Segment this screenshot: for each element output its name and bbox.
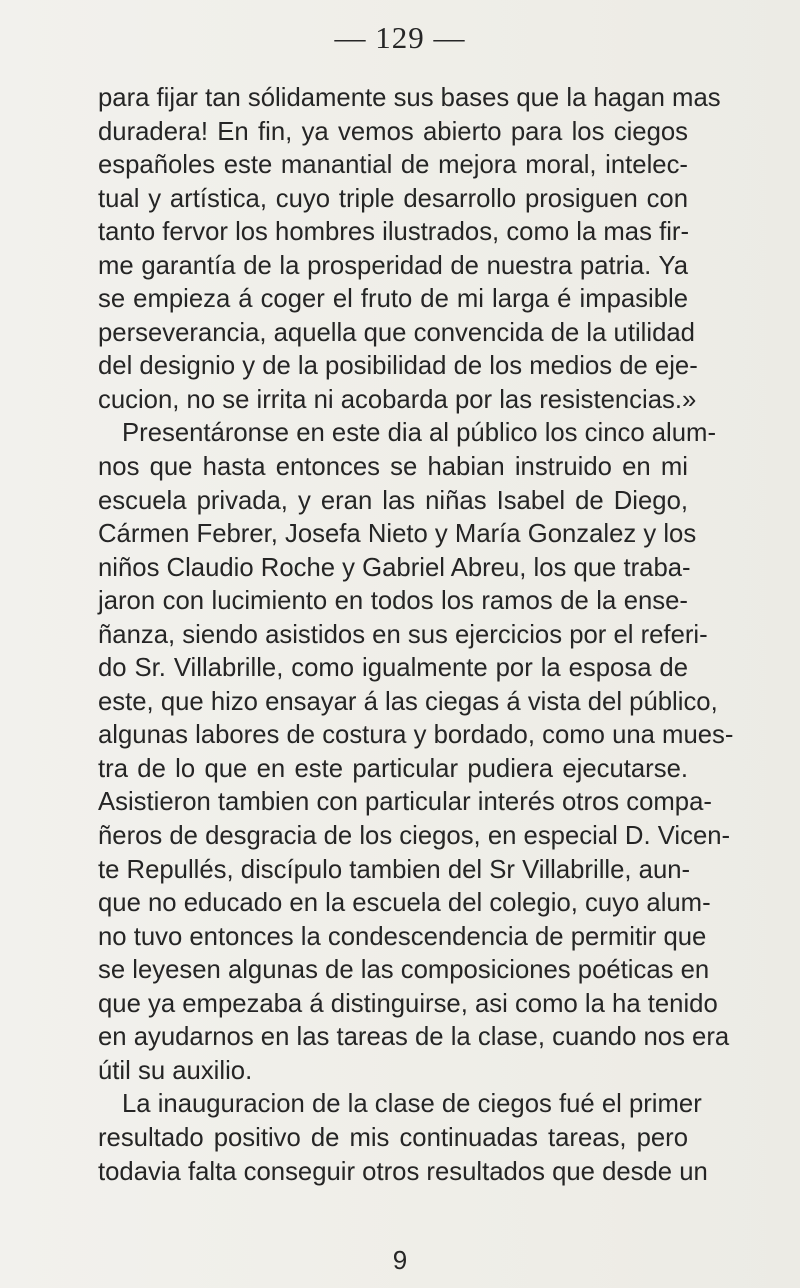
- text-line: en ayudarnos en las tareas de la clase, cuando nos era: [98, 1023, 730, 1052]
- text-line: que ya empezaba á distinguirse, asi como la ha tenido: [98, 989, 718, 1018]
- body-text: [98, 82, 734, 1189]
- text-line: del designio y de la posibilidad de los medios de eje-: [98, 352, 698, 381]
- text-line: do Sr. Villabrille, como igualmente por la esposa de: [98, 654, 688, 683]
- text-line: se empieza á coger el fruto de mi larga é impasible: [98, 285, 688, 314]
- text-line: algunas labores de costura y bordado, como una mues-: [98, 721, 734, 750]
- text-line: me garantía de la prosperidad de nuestra patria. Ya: [98, 251, 688, 280]
- text-line: para fijar tan sólidamente sus bases que la hagan mas: [98, 84, 721, 112]
- text-line: escuela privada, y eran las niñas Isabel de Diego,: [98, 486, 688, 515]
- text-line: jaron con lucimiento en todos los ramos de la ense-: [98, 587, 688, 616]
- text-line: tual y artística, cuyo triple desarrollo prosiguen con: [98, 184, 688, 213]
- text-line: españoles este manantial de mejora moral, intelec-: [98, 151, 688, 180]
- paragraph-start-line: La inauguracion de la clase de ciegos fué el primer: [122, 1090, 702, 1119]
- text-line: cucion, no se irrita ni acobarda por las resistencias.»: [98, 385, 697, 414]
- text-line: duradera! En fin, ya vemos abierto para los ciegos: [98, 117, 688, 146]
- text-line: perseverancia, aquella que convencida de la utilidad: [98, 318, 695, 347]
- text-line: Asistieron tambien con particular interés otros compa-: [98, 788, 712, 817]
- text-line: se leyesen algunas de las composiciones poéticas en: [98, 956, 710, 985]
- text-line: nos que hasta entonces se habian instruido en mi: [98, 453, 688, 482]
- text-line: que no educado en la escuela del colegio, cuyo alum-: [98, 889, 711, 918]
- text-line: ñanza, siendo asistidos en sus ejercicios por el referi-: [98, 620, 708, 649]
- text-line: Cármen Febrer, Josefa Nieto y María Gonzalez y los: [98, 520, 697, 549]
- page-number-header: — 129 —: [334, 20, 466, 55]
- text-line: te Repullés, discípulo tambien del Sr Villabrille, aun-: [98, 855, 691, 884]
- text-line: tra de lo que en este particular pudiera ejecutarse.: [98, 754, 688, 783]
- text-line: todavia falta conseguir otros resultados que desde un: [98, 1157, 708, 1186]
- text-line: no tuvo entonces la condescendencia de permitir que: [98, 922, 707, 951]
- text-line: este, que hizo ensayar á las ciegas á vista del público,: [98, 687, 718, 716]
- text-line: niños Claudio Roche y Gabriel Abreu, los que traba-: [98, 553, 691, 582]
- text-line: tanto fervor los hombres ilustrados, como la mas fir-: [98, 218, 690, 247]
- paragraph-start-line: Presentáronse en este dia al público los cinco alum-: [122, 419, 716, 448]
- text-line: ñeros de desgracia de los ciegos, en especial D. Vicen-: [98, 822, 731, 851]
- text-line: resultado positivo de mis continuadas tareas, pero: [98, 1123, 688, 1152]
- text-line: útil su auxilio.: [98, 1056, 253, 1085]
- signature-mark: 9: [392, 1245, 408, 1275]
